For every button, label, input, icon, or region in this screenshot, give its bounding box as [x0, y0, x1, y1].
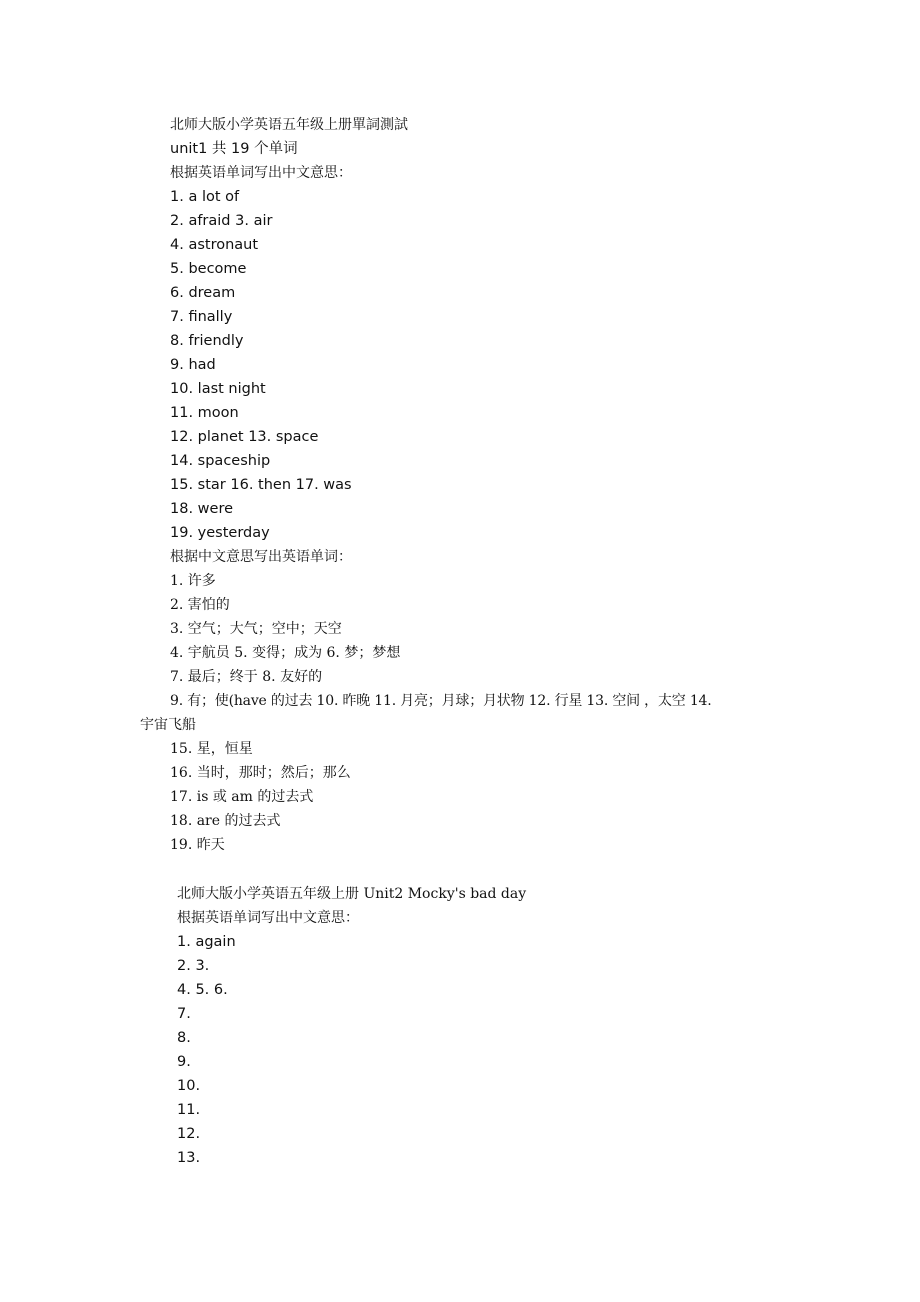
- vocab-item: 5. become: [170, 261, 247, 277]
- meaning-item: 7. 最后；终于 8. 友好的: [170, 669, 323, 685]
- meaning-item: 16. 当时，那时；然后；那么: [170, 765, 351, 781]
- section2-title: 北师大版小学英语五年级上册 Unit2 Mocky's bad day: [177, 886, 527, 902]
- vocab-item: 15. star 16. then 17. was: [170, 477, 352, 493]
- vocab-item: 10.: [177, 1078, 201, 1094]
- vocab-item: 18. were: [170, 501, 234, 517]
- meaning-item: 1. 许多: [170, 573, 216, 589]
- vocab-item: 8. friendly: [170, 333, 244, 349]
- meaning-item: 4. 宇航员 5. 变得；成为 6. 梦；梦想: [170, 645, 401, 661]
- section1-instruction-cn-to-en: 根据中文意思写出英语单词：: [170, 549, 352, 565]
- section2-instruction-en-to-cn: 根据英语单词写出中文意思：: [177, 910, 359, 926]
- vocab-item: 9. had: [170, 357, 216, 373]
- vocab-item: 11. moon: [170, 405, 239, 421]
- meaning-item: 17. is 或 am 的过去式: [170, 789, 314, 805]
- vocab-item: 7.: [177, 1006, 191, 1022]
- section1-subtitle: unit1 共 19 个单词: [170, 141, 298, 157]
- vocab-item: 11.: [177, 1102, 201, 1118]
- vocab-item: 14. spaceship: [170, 453, 271, 469]
- vocab-item: 10. last night: [170, 381, 266, 397]
- meaning-item: 3. 空气；大气；空中；天空: [170, 621, 342, 637]
- vocab-item: 13.: [177, 1150, 201, 1166]
- meaning-item: 15. 星，恒星: [170, 741, 253, 757]
- meaning-item: 9. 有；使(have 的过去 10. 昨晚 11. 月亮；月球；月状物 12. 行星 13. 空间 ，太空 14.: [170, 693, 712, 709]
- meaning-item-continuation: 宇宙飞船: [140, 717, 196, 733]
- vocab-item: 2. afraid 3. air: [170, 213, 273, 229]
- vocab-item: 1. again: [177, 934, 236, 950]
- meaning-item: 19. 昨天: [170, 837, 225, 853]
- meaning-item: 2. 害怕的: [170, 597, 230, 613]
- vocab-item: 12.: [177, 1126, 201, 1142]
- meaning-item: 18. are 的过去式: [170, 813, 281, 829]
- section1-title: 北师大版小学英语五年级上册單詞測試: [170, 117, 408, 133]
- section1-instruction-en-to-cn: 根据英语单词写出中文意思：: [170, 165, 352, 181]
- vocab-item: 4. 5. 6.: [177, 982, 228, 998]
- vocab-item: 8.: [177, 1030, 191, 1046]
- vocab-item: 19. yesterday: [170, 525, 270, 541]
- vocab-item: 9.: [177, 1054, 191, 1070]
- vocab-item: 6. dream: [170, 285, 236, 301]
- vocab-item: 4. astronaut: [170, 237, 259, 253]
- vocab-item: 1. a lot of: [170, 189, 240, 205]
- vocab-item: 2. 3.: [177, 958, 210, 974]
- vocab-item: 12. planet 13. space: [170, 429, 319, 445]
- vocab-item: 7. finally: [170, 309, 233, 325]
